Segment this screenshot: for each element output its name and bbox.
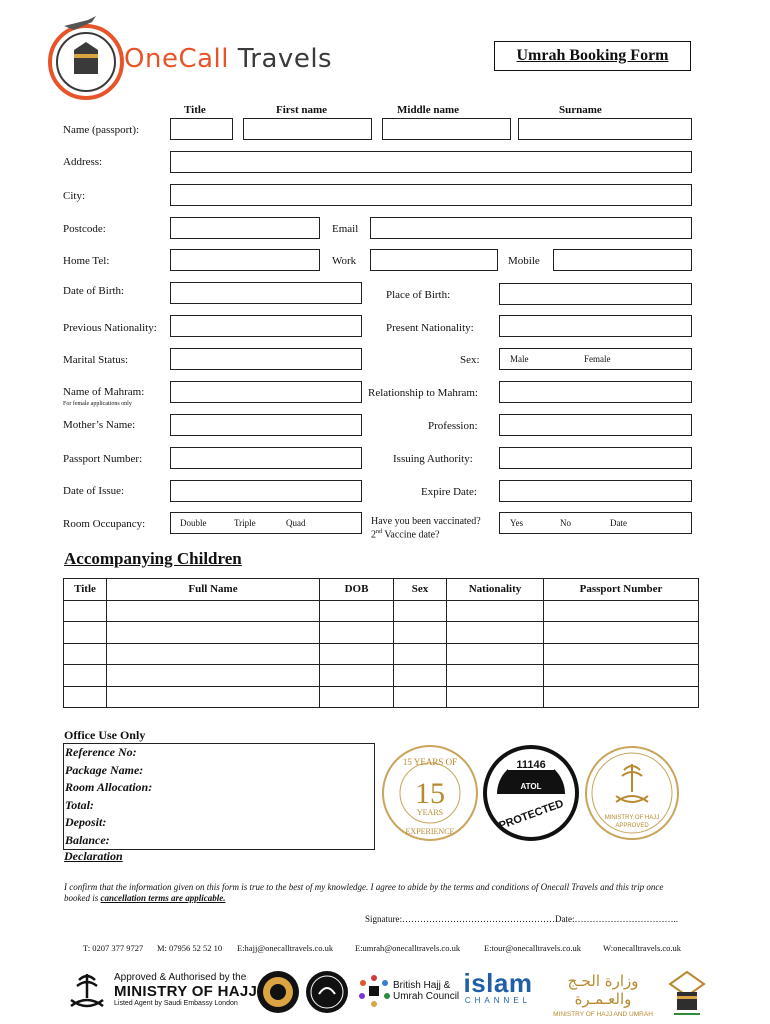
badge-years-word: YEARS — [416, 808, 444, 817]
dob-label: Date of Birth: — [63, 285, 125, 297]
ministry-approved-badge-icon — [583, 744, 681, 842]
office-room-allocation-label: Room Allocation: — [65, 780, 153, 794]
mothers-name-field[interactable] — [170, 414, 362, 436]
ministry-hajj-umrah-text: MINISTRY OF HAJJ AND UMRAH — [553, 1011, 653, 1018]
atol-protected-text: PROTECTED — [497, 797, 566, 833]
table-row — [64, 686, 699, 708]
passport-number-field[interactable] — [170, 447, 362, 469]
fifteen-years-badge-icon — [381, 744, 479, 842]
brand-name — [124, 44, 332, 74]
table-cell[interactable] — [64, 622, 107, 644]
form-title-box — [494, 41, 691, 71]
table-row — [64, 643, 699, 665]
badge-years-top: 15 YEARS OF — [402, 757, 458, 767]
table-cell[interactable] — [107, 665, 320, 687]
form-title: Umrah Booking Form — [516, 47, 669, 64]
islam-channel-word: islam — [463, 968, 533, 998]
gold-seal-icon — [256, 970, 300, 1014]
date-of-issue-label: Date of Issue: — [63, 485, 125, 497]
present-nationality-field[interactable] — [499, 315, 692, 337]
islam-channel-subword: CHANNEL — [464, 996, 532, 1005]
table-cell[interactable] — [320, 686, 394, 708]
office-heading: Office Use Only — [64, 728, 146, 742]
saudi-emblem-icon — [67, 970, 107, 1020]
place-of-birth-label: Place of Birth: — [386, 289, 451, 301]
cancellation-terms-link[interactable]: cancellation terms are applicable. — [100, 893, 226, 903]
ministry-badge-text1: MINISTRY OF HAJJ — [604, 815, 660, 821]
name-header-surname: Surname — [559, 104, 602, 116]
atol-number: 11146 — [516, 759, 546, 771]
brand-emblem-icon — [44, 14, 134, 104]
mahram-label: Name of Mahram: — [63, 386, 145, 398]
table-cell[interactable] — [64, 665, 107, 687]
children-heading: Accompanying Children — [64, 549, 242, 568]
room-occupancy-field[interactable] — [170, 512, 362, 534]
passport-number-label: Passport Number: — [63, 453, 143, 465]
declaration-heading: Declaration — [64, 849, 123, 863]
email-label: Email — [332, 223, 359, 235]
place-of-birth-field[interactable] — [499, 283, 692, 305]
mobile-field[interactable] — [553, 249, 692, 271]
contact-email-hajj[interactable]: E:hajj@onecalltravels.co.uk — [237, 943, 334, 953]
city-label: City: — [63, 190, 86, 202]
work-tel-field[interactable] — [370, 249, 498, 271]
relationship-label: Relationship to Mahram: — [368, 387, 478, 399]
profession-field[interactable] — [499, 414, 692, 436]
issuing-authority-field[interactable] — [499, 447, 692, 469]
col-sex: Sex — [394, 579, 447, 601]
hajj-council-line2: Umrah Council — [393, 991, 460, 1002]
table-cell[interactable] — [320, 622, 394, 644]
kaaba-logo-icon — [668, 970, 706, 1016]
vaccine-second-label — [371, 529, 440, 540]
brand-logo — [44, 14, 374, 104]
home-tel-label: Home Tel: — [63, 255, 110, 267]
city-field[interactable] — [170, 184, 692, 206]
brand-name-part1: OneCall — [124, 44, 229, 74]
table-cell[interactable] — [64, 600, 107, 622]
ministry-of-hajj-line: MINISTRY OF HAJJ — [114, 983, 258, 1000]
table-cell[interactable] — [107, 643, 320, 665]
ministry-hajj-umrah-logo — [540, 972, 666, 1018]
room-occupancy-label: Room Occupancy: — [63, 518, 146, 530]
issuing-authority-label: Issuing Authority: — [393, 453, 473, 465]
office-use-box — [63, 743, 375, 850]
col-dob: DOB — [320, 579, 394, 601]
previous-nationality-label: Previous Nationality: — [63, 322, 157, 334]
sex-option-female[interactable]: Female — [584, 354, 611, 364]
email-field[interactable] — [370, 217, 692, 239]
hajj-council-icon — [357, 974, 391, 1008]
sex-option-male[interactable]: Male — [510, 354, 529, 364]
contact-email-umrah[interactable]: E:umrah@onecalltravels.co.uk — [355, 943, 461, 953]
table-cell[interactable] — [447, 622, 544, 644]
table-row — [64, 622, 699, 644]
home-tel-field[interactable] — [170, 249, 320, 271]
vaccine-second-ordinal: nd — [376, 529, 382, 535]
table-cell[interactable] — [544, 686, 699, 708]
marital-status-field[interactable] — [170, 348, 362, 370]
marital-status-label: Marital Status: — [63, 354, 129, 366]
table-cell[interactable] — [447, 686, 544, 708]
table-cell[interactable] — [394, 600, 447, 622]
table-cell[interactable] — [544, 665, 699, 687]
children-table — [63, 578, 699, 708]
surname-field[interactable] — [518, 118, 692, 140]
address-label: Address: — [63, 156, 103, 168]
children-header-row — [64, 579, 699, 601]
contact-web[interactable]: W:onecalltravels.co.uk — [603, 943, 682, 953]
relationship-field[interactable] — [499, 381, 692, 403]
work-label: Work — [332, 255, 357, 267]
address-field[interactable] — [170, 151, 692, 173]
badge-years-number: 15 — [415, 777, 445, 810]
signature-line[interactable]: Signature:……………………………………………Date:…………………………….. — [365, 914, 678, 924]
vaccine-second-text: Vaccine date? — [382, 529, 440, 541]
col-full-name: Full Name — [107, 579, 320, 601]
table-cell[interactable] — [544, 600, 699, 622]
contact-email-tour[interactable]: E:tour@onecalltravels.co.uk — [484, 943, 582, 953]
col-nationality: Nationality — [447, 579, 544, 601]
table-cell[interactable] — [394, 643, 447, 665]
mobile-label: Mobile — [508, 255, 540, 267]
contact-mobile: M: 07956 52 52 10 — [157, 943, 223, 953]
atol-name: ATOL — [520, 782, 542, 791]
office-total-label: Total: — [65, 797, 94, 812]
table-cell[interactable] — [320, 600, 394, 622]
name-header-title: Title — [184, 104, 206, 116]
present-nationality-label: Present Nationality: — [386, 322, 474, 334]
vaccinated-label: Have you been vaccinated? — [371, 516, 481, 527]
col-title: Title — [64, 579, 107, 601]
vacc-option-no[interactable]: No — [560, 518, 571, 528]
ministry-badge-text2: APPROVED — [615, 823, 649, 829]
office-reference-label: Reference No: — [65, 745, 137, 759]
room-option-triple[interactable]: Triple — [234, 518, 256, 528]
declaration-line1: I confirm that the information given on this form is true to the best of my knowledge. I agree to abide by the terms and conditions of Onecall Travels and this trip once — [64, 882, 664, 892]
vacc-option-yes[interactable]: Yes — [510, 518, 524, 528]
room-option-double[interactable]: Double — [180, 518, 207, 528]
previous-nationality-field[interactable] — [170, 315, 362, 337]
listed-agent-line: Listed Agent by Saudi Embassy London — [114, 1000, 238, 1007]
table-cell[interactable] — [544, 622, 699, 644]
declaration-line2-text: booked is — [64, 893, 101, 903]
atol-protected-badge-icon — [482, 744, 580, 842]
vacc-option-date[interactable]: Date — [610, 518, 627, 528]
contact-tel: T: 0207 377 9727 — [83, 943, 144, 953]
arabic-ministry-text: وزارة الحـج والعـمـرة — [567, 972, 639, 1008]
sex-label: Sex: — [460, 354, 480, 366]
declaration-line2 — [64, 893, 704, 904]
dob-field[interactable] — [170, 282, 362, 304]
table-cell[interactable] — [107, 622, 320, 644]
profession-label: Profession: — [428, 420, 478, 432]
vaccination-field[interactable] — [499, 512, 692, 534]
mothers-name-label: Mother’s Name: — [63, 419, 136, 431]
name-passport-label: Name (passport): — [63, 124, 140, 136]
vaccine-second-number: 2 — [371, 529, 376, 541]
brand-name-part2: Travels — [228, 44, 333, 74]
declaration-text — [64, 882, 704, 904]
hajj-badge-icon — [305, 970, 349, 1014]
title-field[interactable] — [170, 118, 233, 140]
table-cell[interactable] — [394, 686, 447, 708]
table-cell[interactable] — [447, 600, 544, 622]
table-cell[interactable] — [447, 643, 544, 665]
islam-channel-logo — [463, 970, 533, 1005]
mahram-note: For female applications only — [63, 401, 132, 407]
table-cell[interactable] — [107, 600, 320, 622]
mahram-field[interactable] — [170, 381, 362, 403]
table-cell[interactable] — [447, 665, 544, 687]
office-package-label: Package Name: — [65, 762, 144, 777]
table-row — [64, 665, 699, 687]
ministry-approval-block — [114, 972, 257, 1007]
table-row — [64, 600, 699, 622]
postcode-field[interactable] — [170, 217, 320, 239]
date-of-issue-field[interactable] — [170, 480, 362, 502]
table-cell[interactable] — [320, 643, 394, 665]
expire-date-field[interactable] — [499, 480, 692, 502]
table-cell[interactable] — [394, 622, 447, 644]
badge-years-bottom: EXPERIENCE — [405, 827, 455, 836]
middle-name-field[interactable] — [382, 118, 511, 140]
name-header-first: First name — [276, 104, 328, 116]
first-name-field[interactable] — [243, 118, 372, 140]
table-cell[interactable] — [64, 686, 107, 708]
hajj-council-text — [393, 980, 459, 1002]
expire-date-label: Expire Date: — [421, 486, 477, 498]
name-header-middle: Middle name — [397, 104, 460, 116]
col-passport-number: Passport Number — [544, 579, 699, 601]
postcode-label: Postcode: — [63, 223, 106, 235]
office-balance-label: Balance: — [65, 832, 110, 847]
room-option-quad[interactable]: Quad — [286, 518, 306, 528]
table-cell[interactable] — [544, 643, 699, 665]
hajj-council-line1: British Hajj & — [393, 980, 451, 991]
sex-field[interactable] — [499, 348, 692, 370]
table-cell[interactable] — [107, 686, 320, 708]
table-cell[interactable] — [320, 665, 394, 687]
table-cell[interactable] — [394, 665, 447, 687]
approved-line: Approved & Authorised by the — [114, 972, 247, 983]
table-cell[interactable] — [64, 643, 107, 665]
office-deposit-label: Deposit: — [65, 815, 107, 829]
